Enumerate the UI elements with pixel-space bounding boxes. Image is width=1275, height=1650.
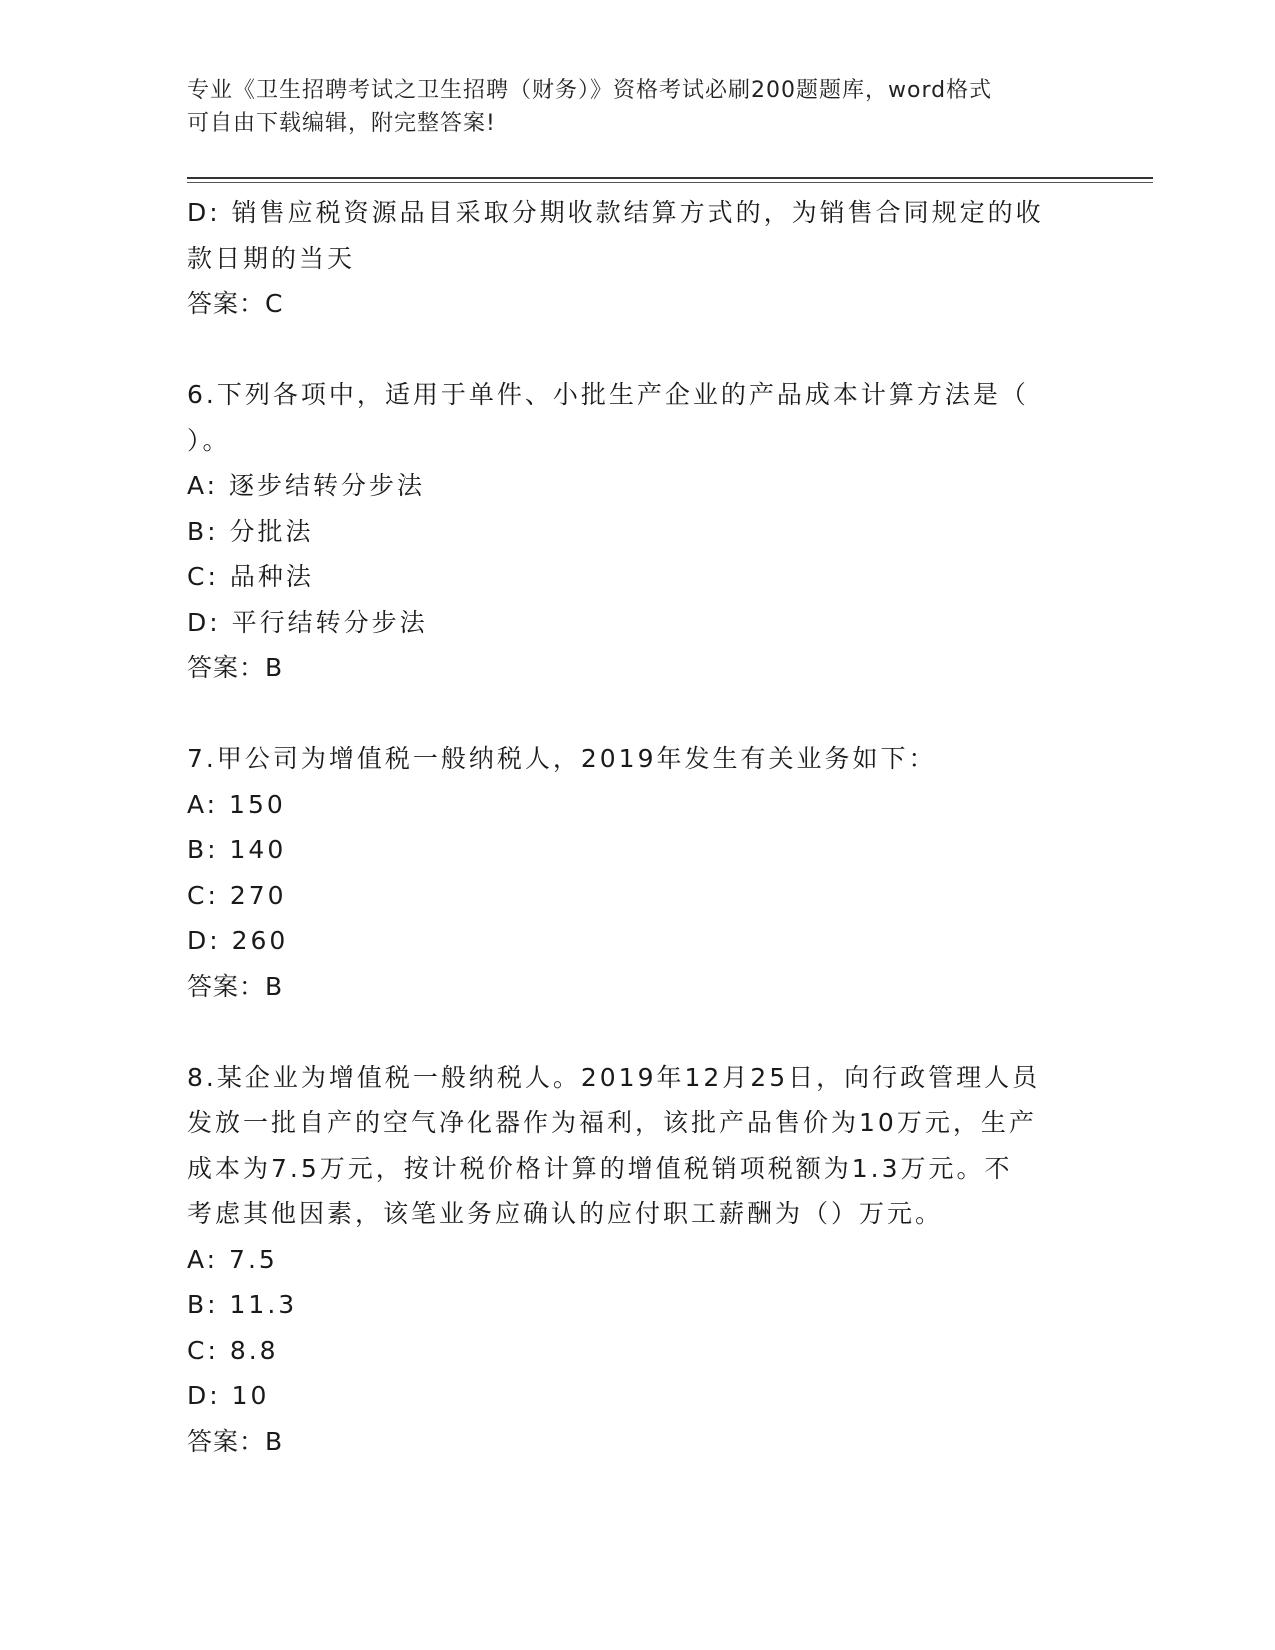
q6-answer: 答案：B [187, 653, 284, 682]
q8-option-c: C: 8.8 [187, 1335, 279, 1365]
question-6 [187, 372, 1087, 691]
q7-answer: 答案：B [187, 971, 284, 1001]
q7-option-c: C: 270 [187, 880, 287, 910]
question-5-tail [187, 190, 1087, 327]
header-divider-thin [187, 182, 1153, 183]
q5-option-d-line-1: D: 销售应税资源品目采取分期收款结算方式的，为销售合同规定的收 [187, 198, 1044, 227]
q8-option-a: A: 7.5 [187, 1244, 278, 1274]
spacer [187, 327, 1087, 373]
q6-option-a: A: 逐步结转分步法 [187, 471, 426, 500]
q8-stem-line-4: 考虑其他因素，该笔业务应确认的应付职工薪酬为（）万元。 [187, 1199, 944, 1228]
q6-option-b: B: 分批法 [187, 516, 314, 546]
header-line-1: 专业《卫生招聘考试之卫生招聘（财务）》资格考试必刷200题题库，word格式 [187, 78, 993, 103]
header-divider-thick [187, 177, 1153, 179]
q7-option-b: B: 140 [187, 835, 287, 864]
q8-stem-line-1: 8.某企业为增值税一般纳税人。2019年12月25日，向行政管理人员 [187, 1062, 1041, 1092]
q8-option-d: D: 10 [187, 1381, 270, 1410]
q6-option-d: D: 平行结转分步法 [187, 607, 428, 637]
q7-option-d: D: 260 [187, 926, 289, 955]
q7-option-a: A: 150 [187, 789, 286, 819]
q8-stem-line-2: 发放一批自产的空气净化器作为福利，该批产品售价为10万元，生产 [187, 1108, 1037, 1137]
spacer [187, 691, 1087, 737]
q8-option-b: B: 11.3 [187, 1290, 298, 1319]
question-list [187, 190, 1087, 1464]
question-8 [187, 1055, 1087, 1465]
q6-option-c: C: 品种法 [187, 562, 314, 591]
header-line-2: 可自由下载编辑，附完整答案! [187, 111, 496, 136]
q8-answer: 答案：B [187, 1426, 284, 1456]
q5-answer: 答案：C [187, 289, 284, 318]
q5-option-d-line-2: 款日期的当天 [187, 243, 356, 273]
question-7 [187, 736, 1087, 1009]
spacer [187, 1009, 1087, 1055]
q8-stem-line-3: 成本为7.5万元，按计税价格计算的增值税销项税额为1.3万元。不 [187, 1153, 1013, 1183]
q6-stem-line-2: ）。 [187, 425, 231, 455]
q6-stem-line-1: 6.下列各项中，适用于单件、小批生产企业的产品成本计算方法是（ [187, 380, 1029, 409]
page-header [187, 74, 1087, 140]
q7-stem-line-1: 7.甲公司为增值税一般纳税人，2019年发生有关业务如下： [187, 744, 937, 773]
